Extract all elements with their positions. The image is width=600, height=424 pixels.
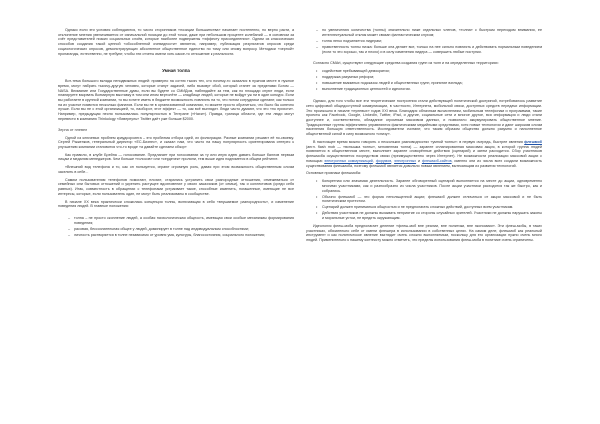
continued-item-3: – нравственность толпы низка: больше она делает все, только на нее сильно повлиять и действовать нормальным поведением (если то это хорошо, так и плохо) и в силу изменения лидера — совершить любые поступки. [322, 45, 542, 54]
quote-paragraph-2: Как правило, в клубе Брейна — голосование. Предлагает при голосовании за ту или иную идею давать больше баллов первым лицам и медалям менеджеров. Чем больше «голосов» или «сердечек» пролили, тем выше идея поднимется в общем рейтинге. [58, 152, 294, 162]
quote-paragraph-3: «Внешний вид телефона и то, как он пользуется, играют огромную роль, давая при этом возможность общественным слоям заселить в себе... [58, 165, 294, 174]
subheading-quote: Зерна от плевел [58, 127, 88, 132]
left-column [58, 28, 294, 241]
link-forums[interactable]: форумов [375, 158, 392, 163]
intro-paragraph: Однако если эти условия соблюдаются, то число сторонников «позиции большинства» начинает постепенно, но верно расти, а отклонение мнения увеличивается от изначальной позиции до этой точки, даже при небольшом проценте колебаний — в основном за счёт представителей низких социальных слоёв, которые наиболее подвержены «эффекту присоединения». Одним из классических способов создания такой цепной «обособленной очевидности» является, например, публикация результатов опросов среди социологических опросов, демонстрирующих абсолютное общественное единство по тому или иному вопросу. Методики «черной» пропаганды, естественно, не требуют, чтобы эти отчеты имели хоть какое-то отношение к реальности. [58, 28, 294, 56]
flashmob-lead: В настоящее время можно говорить о нескольких разновидностях «умной толпы»: в первую очередь, быстрее явления [313, 139, 525, 144]
definition-list [58, 216, 294, 238]
quote-paragraph-1: Одной из ключевых проблем краудсорсинга – это проблема отбора идей, их фильтрации. Разные компании решают её по-своему. Сергей Рыженков, генеральный директор «EC-Бизнес», и сказал нам, что часто на нашу популярность ориентирована интерес к улучшению компании становится что-то вроде «а давайте сделаем обзор» [58, 135, 294, 149]
feature-item-4: • Действия участников не должны вызывать неприятие со стороны случайных зрителей. Участники не должны нарушать законы и моральные устои, не вредить окружающим. [322, 211, 542, 220]
paragraph-flashmob: В настоящее время можно говорить о нескольких разновидностях «умной толпы»: в первую очередь, быстрее явления флешмоб (англ. flash mob — «вспышка толпы», мгновенная толпа) — заранее спланированная массовая акция, в которой группа людей появляется в общественном месте, выполняет заранее оговорённые действия (сценарий) и затем расходится. Сбор участников флешмоба осуществляется посредством связи (преимущественно через Интернет). Не возможности реализации массовой акции с помощью электронных коммуникаций, форумов, электронных и флешмоб-сайтов, именно они из числа всех создали возможность существования флешмоба, поэтому флешмоб является довольно новым явлением, вытекающим из развития технологий. [306, 139, 542, 168]
flashmob-mid: (англ. flash mob — «вспышка толпы», мгновенная толпа) — заранее спланированная массовая акция, в которой группа людей появляется в общественном месте, выполняет заранее оговорённые действия (сценарий) и затем расходится. Сбор участников флешмоба осуществляется посредством связи (преимущественно через Интернет). Не возможности реализации массовой акции с помощью [306, 144, 542, 163]
feature-item-3: • Сценарий должен приниматься общностью и не предполагать сложных действий, доступных всем участникам. [322, 205, 542, 210]
flashmob-term-link[interactable]: флешмоб [524, 139, 542, 144]
link-flashmob-sites[interactable]: флешмоб-сайтов [421, 158, 452, 163]
right-column [306, 28, 542, 246]
definition-item-2: – расовая, бессознательная общее у людей, доминирует в толпе над индивидуальным способностями; [74, 227, 294, 232]
features-intro: Основные признаки флешмоба: [306, 171, 361, 176]
quote-paragraph-5: В начале XX века практически сложилась концепция толпы, включающая в себя «внушаемое разнородность», и изменение поведения людей. В главные положения: [58, 199, 294, 209]
features-list [306, 179, 542, 221]
criteria-item-3: • повышение взаимных подсказок людей и общественных групп, принятие взгляда; [322, 81, 542, 86]
link-electronic-communications[interactable]: электронных коммуникаций [324, 158, 373, 163]
criteria-intro: Согласно СМАrt, существуют следующие средства создания групп из толп и на определенных территориях: [313, 61, 499, 66]
criteria-item-1: • содействие пребывающей демократии; [322, 69, 542, 74]
feature-item-1: • Конкретная или значимая деятельность. Заранее обговоренный сценарий выполняется на месте до акции, одновременно многими участниками, как и разнообразно из числа участников. После акции участники расходятся так же быстро, как и собрались. [322, 179, 542, 193]
continued-definition-list [306, 28, 542, 54]
continued-item-2: – толпа легко подчиняется лидерам; [322, 39, 542, 44]
link-electronic[interactable]: электронных [394, 158, 417, 163]
feature-item-2: • Обычно флешмоб — это форма непольщенной акции; флешмоб должен отличаться от акции массовой и не быть политическим протестом. [322, 195, 542, 204]
flashmob-end: , именно они из числа всех создали возможность существования флешмоба, поэтому флешмоб является довольно новым явлением, вытекающим из развития технологий. [306, 158, 542, 168]
criteria-item-2: • поддержка разумных реформ; [322, 75, 542, 80]
smart-mob-paragraph: Вот-тема большого вклада неподвижных людей: примерно на сотню тысяч тех, кто почему-то оказался в нужном месте в нужное время, могут набрать тысячу-другую человек, которые станут задачей, либо вызовут сбой, который станет за пределами Богом — NASA. Внимание или Государственные думы, если вы будете со СМИДом, наблюдайте за тем, как по площади снуют люди, если планируете взорвать Всемирную выставку в том или ином вертолёте — кладбище людей, которые не войдут уж ни в один конкурс. Если вы работаете в крупной компании, то вы хотите иметь в бюджете возможность повлиять на то, что потом сотрудники сделают, как только на их участке появится несколько фанатов. Если вы не в организованной компании, то можете просто обратиться, что было бы конечно лучше. Если вы не с этой организацией, то, наоборот, этот эффект — то, как всё выглядит. Люди часто думают, что это «по прихоти». Например, предыдущая песня пользовалась популярностью в Тегеране («Нахи»). Правда, граница области, где эти люди могут перевести в компанию Thinkology «Ливерпуль» Twitter даёт уже больше $2000. [58, 79, 294, 121]
continued-item-1: – по увеличению количества (толпы) значительно ниже отдельных членов, «толпа» с быстрым переходом внимания, ее интеллектуальный отклик может связан фантастическим слухом; [322, 28, 542, 37]
quote-paragraph-4: Самим пользователям телефонов помогают, плохие, старались устранить свои разнородные отношения, отмежеваться от семейных или бытовых отношений и укрепить растущее вдохновение у своих заказчиков (от семьи), так и коллективов (среди себя равных). Итак, совместность в обращении с телефонами устраивает такие, способные изменить, погашенные, имеющие не все интересы, которые, если пользователь один, не могут быть реализованы в сообществе. [58, 177, 294, 196]
section-heading-smart-mob: Умная толпа [162, 68, 190, 74]
definition-item-1: – толпа – не просто скопление людей, а особая психологическая общность, имеющая свои особые механизмы формирования поведения; [74, 216, 294, 225]
criteria-item-4: • выполнение традиционных ценностей и идеологии. [322, 87, 542, 92]
criteria-list [306, 69, 542, 92]
paragraph-ideology: Идеология флеш-моба предполагает деление «флеш-моб вне реалии, вне политики, вне экономики». Эти флеш-мобы, в таких участниках, обязательно себе от имени флешера в использовании в собственных целях. На самом деле, флешмоб как реальный инструмент и как политическое явление выглядит очень сложно выполняемым, поскольку для его организации нужно очень много людей. Применительно к нашему контексту можно отметить, что пределы использования флеш-моба в политике очень ограничены. [306, 223, 542, 243]
definition-item-3: – личность растворяется в толпе независимо от уровня ума, культуры, благосостояния, социального положения; [74, 233, 294, 238]
paragraph-digital-networks: Однако, для того чтобы все эти теоретические построения стали действующей политической доктриной, потребовалось развитие сети цифровой общедоступной коммуникации, в частности, Интернета, мобильной связи, доступных средств передачи информации. Это произошло в начале «нулевых» годов XXI века. Благодаря облачным вычислениям, мобильным телефонам и программам, такие проекты как Facebook, Google, LinkedIn, Twitter, iPad, и другие, социальные сети и многое другое, вся информация и люди стали доступнее и, соответственно, обладание огромным массивом данных, и позволило аккумулировать общественное мнение. Традиционные группы эффективно управляются фактическими медийными средствами, хотя новые технологии и дают широким слоям населения большую ответственность. Исследователи считают, что таким образом общество должно разумно и наполненное общественной силой в силу возможного «снизу». [306, 99, 542, 137]
